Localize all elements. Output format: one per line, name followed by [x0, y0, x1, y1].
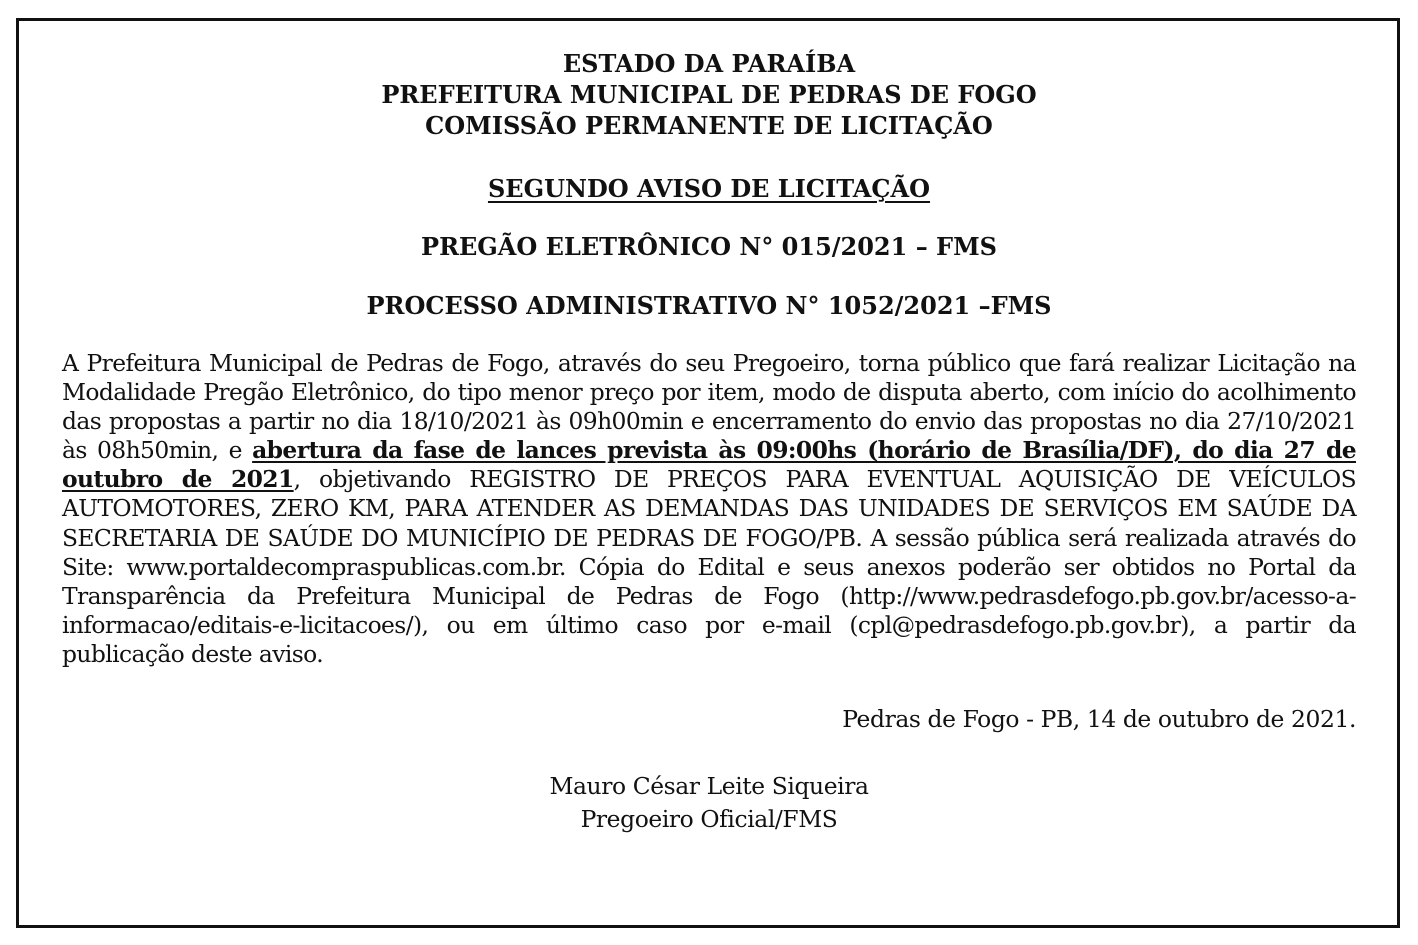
- signature-block: [62, 770, 1356, 836]
- body-highlight: abertura da fase de lances prevista às 09:00hs (horário de Brasília/DF), do dia 27 de outubro de 2021: [62, 436, 1356, 494]
- processo-number: PROCESSO ADMINISTRATIVO N° 1052/2021 –FMS: [366, 291, 1052, 320]
- notice-body: [62, 349, 1356, 669]
- header-prefecture: PREFEITURA MUNICIPAL DE PEDRAS DE FOGO: [381, 80, 1037, 109]
- signatory-name: Mauro César Leite Siqueira: [549, 772, 869, 800]
- pregao-number: PREGÃO ELETRÔNICO N° 015/2021 – FMS: [421, 232, 997, 261]
- issuer-header: [62, 48, 1356, 141]
- body-text-part2: , objetivando REGISTRO DE PREÇOS PARA EVENTUAL AQUISIÇÃO DE VEÍCULOS AUTOMOTORES, ZERO KM, PARA ATENDER AS DEMANDAS DAS UNIDADES DE SERVIÇOS EM SAÚDE DA SECRETARIA DE SAÚDE DO MUNICÍPIO DE PEDRAS DE FOGO/PB. A sessão pública será realizada através do Site: www.portaldecompraspublicas.com.br. Cópia do Edital e seus anexos poderão ser obtidos no Portal da Transparência da Prefeitura Municipal de Pedras de Fogo (http://www.pedrasdefogo.pb.gov.br/acesso-a-informacao/editais-e-licitacoes/), ou em último caso por e-mail (cpl@pedrasdefogo.pb.gov.br), a partir da publicação deste aviso.: [62, 465, 1356, 668]
- date-line: Pedras de Fogo - PB, 14 de outubro de 2021.: [842, 705, 1356, 733]
- signatory-role: Pregoeiro Oficial/FMS: [580, 805, 838, 833]
- notice-title-block: [62, 173, 1356, 204]
- header-commission: COMISSÃO PERMANENTE DE LICITAÇÃO: [425, 111, 993, 140]
- header-state: ESTADO DA PARAÍBA: [562, 49, 856, 78]
- notice-title: SEGUNDO AVISO DE LICITAÇÃO: [487, 174, 931, 203]
- body-text-part1: A Prefeitura Municipal de Pedras de Fogo, através do seu Pregoeiro, torna público que fará realizar Licitação na Modalidade Pregão Eletrônico, do tipo menor preço por item, modo de disputa aberto, com início do acolhimento das propostas a partir no dia 18/10/2021 às 09h00min e encerramento do envio das propostas no dia 27/10/2021 às 08h50min, e: [62, 349, 1356, 465]
